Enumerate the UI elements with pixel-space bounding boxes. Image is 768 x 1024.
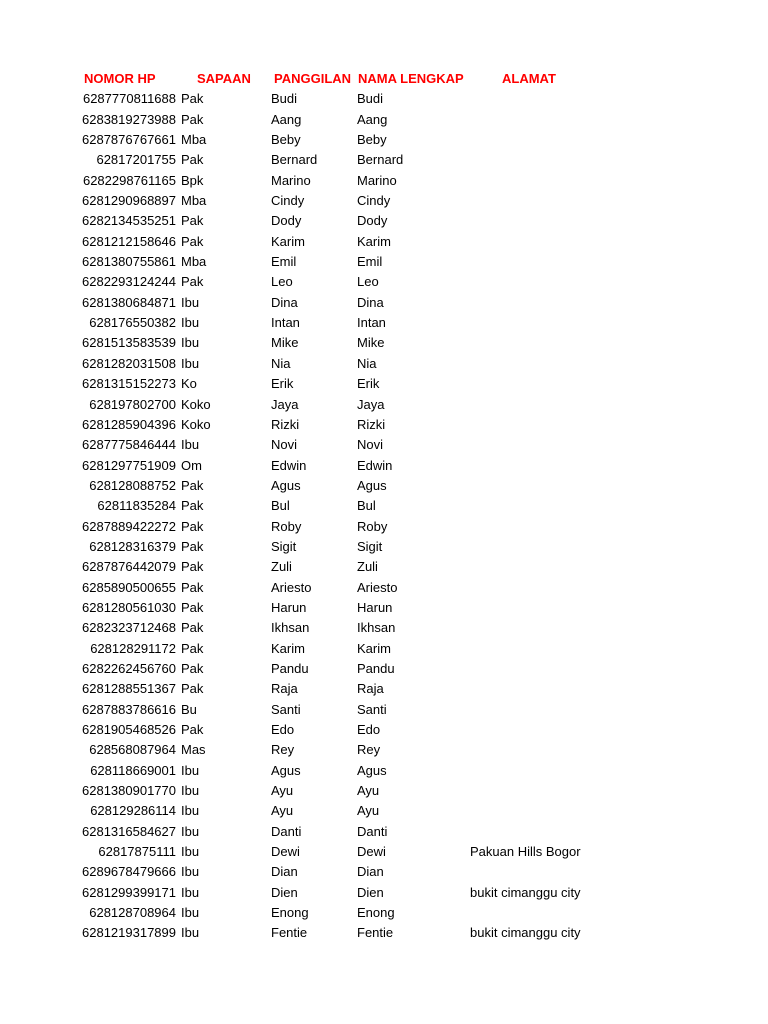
cell-nama-lengkap: Rizki (357, 416, 386, 432)
cell-sapaan: Pak (181, 152, 204, 168)
cell-nomor-hp: 6282134535251 (82, 213, 176, 229)
cell-panggilan: Zuli (271, 559, 292, 575)
cell-panggilan: Harun (271, 599, 307, 615)
header-alamat: ALAMAT (502, 71, 556, 86)
cell-nama-lengkap: Karim (357, 233, 391, 249)
cell-nomor-hp: 6281282031508 (82, 355, 176, 371)
cell-nama-lengkap: Harun (357, 599, 393, 615)
cell-panggilan: Erik (271, 376, 294, 392)
cell-nama-lengkap: Dien (357, 884, 384, 900)
cell-nama-lengkap: Budi (357, 91, 384, 107)
table-row (0, 822, 768, 842)
cell-sapaan: Ibu (181, 335, 200, 351)
table-row (0, 578, 768, 598)
cell-nomor-hp: 6281316584627 (82, 823, 176, 839)
table-row (0, 456, 768, 476)
cell-nama-lengkap: Agus (357, 762, 387, 778)
cell-panggilan: Dian (271, 864, 298, 880)
cell-nama-lengkap: Ariesto (357, 579, 398, 595)
cell-nama-lengkap: Rey (357, 742, 381, 758)
cell-nomor-hp: 6283819273988 (82, 111, 176, 127)
table-row (0, 598, 768, 618)
cell-panggilan: Ariesto (271, 579, 312, 595)
cell-nama-lengkap: Dina (357, 294, 384, 310)
cell-nomor-hp: 6281513583539 (82, 335, 176, 351)
cell-nomor-hp: 6289678479666 (82, 864, 176, 880)
cell-sapaan: Pak (181, 111, 204, 127)
cell-sapaan: Pak (181, 477, 204, 493)
cell-panggilan: Dina (271, 294, 298, 310)
table-row (0, 517, 768, 537)
table-row (0, 313, 768, 333)
cell-nomor-hp: 6287876767661 (82, 132, 176, 148)
cell-panggilan: Emil (271, 254, 297, 270)
cell-sapaan: Pak (181, 538, 204, 554)
table-row (0, 618, 768, 638)
cell-sapaan: Koko (181, 416, 211, 432)
cell-sapaan: Pak (181, 91, 204, 107)
cell-nama-lengkap: Novi (357, 437, 384, 453)
table-row (0, 537, 768, 557)
cell-nama-lengkap: Intan (357, 315, 386, 331)
table-row (0, 354, 768, 374)
table-row (0, 171, 768, 191)
cell-nomor-hp: 628197802700 (89, 396, 176, 412)
cell-sapaan: Ibu (181, 315, 200, 331)
table-row (0, 781, 768, 801)
cell-nama-lengkap: Bul (357, 498, 376, 514)
cell-panggilan: Enong (271, 905, 309, 921)
table-row (0, 862, 768, 882)
cell-panggilan: Sigit (271, 538, 297, 554)
cell-panggilan: Dody (271, 213, 302, 229)
cell-sapaan: Ibu (181, 884, 200, 900)
cell-nomor-hp: 6282323712468 (82, 620, 176, 636)
cell-nomor-hp: 6281315152273 (82, 376, 176, 392)
cell-nomor-hp: 6281290968897 (82, 193, 176, 209)
contact-table (0, 69, 768, 944)
cell-sapaan: Pak (181, 559, 204, 575)
cell-panggilan: Novi (271, 437, 298, 453)
cell-panggilan: Budi (271, 91, 298, 107)
cell-panggilan: Ayu (271, 803, 294, 819)
table-row (0, 211, 768, 231)
cell-nama-lengkap: Pandu (357, 660, 395, 676)
cell-nomor-hp: 6281380755861 (82, 254, 176, 270)
cell-sapaan: Mas (181, 742, 206, 758)
cell-panggilan: Raja (271, 681, 298, 697)
cell-nomor-hp: 628118669001 (90, 762, 176, 778)
cell-panggilan: Beby (271, 132, 301, 148)
table-row (0, 333, 768, 353)
cell-nama-lengkap: Ayu (357, 803, 380, 819)
table-row (0, 842, 768, 862)
cell-nomor-hp: 62817875111 (98, 844, 176, 860)
cell-nomor-hp: 628128708964 (89, 905, 176, 921)
cell-nomor-hp: 628128291172 (90, 640, 176, 656)
table-row (0, 232, 768, 252)
table-row (0, 700, 768, 720)
table-row (0, 130, 768, 150)
cell-nomor-hp: 6282262456760 (82, 660, 176, 676)
cell-sapaan: Ko (181, 376, 197, 392)
table-row (0, 496, 768, 516)
cell-nomor-hp: 628568087964 (89, 742, 176, 758)
cell-sapaan: Ibu (181, 783, 200, 799)
cell-nama-lengkap: Erik (357, 376, 380, 392)
cell-nama-lengkap: Bernard (357, 152, 404, 168)
cell-sapaan: Pak (181, 681, 204, 697)
cell-panggilan: Fentie (271, 925, 308, 941)
cell-nama-lengkap: Nia (357, 355, 377, 371)
table-header-row (0, 69, 768, 89)
cell-nomor-hp: 6281219317899 (82, 925, 176, 941)
cell-sapaan: Mba (181, 254, 207, 270)
cell-sapaan: Ibu (181, 762, 200, 778)
cell-nomor-hp: 62817201755 (96, 152, 176, 168)
table-row (0, 415, 768, 435)
cell-panggilan: Santi (271, 701, 301, 717)
table-row (0, 557, 768, 577)
cell-sapaan: Ibu (181, 844, 200, 860)
cell-panggilan: Leo (271, 274, 293, 290)
cell-panggilan: Agus (271, 477, 301, 493)
cell-nomor-hp: 628128088752 (89, 477, 176, 493)
cell-nomor-hp: 6287775846444 (82, 437, 176, 453)
cell-panggilan: Agus (271, 762, 301, 778)
table-row (0, 476, 768, 496)
cell-sapaan: Pak (181, 213, 204, 229)
cell-panggilan: Bernard (271, 152, 318, 168)
table-row (0, 293, 768, 313)
cell-nomor-hp: 62811835284 (97, 498, 176, 514)
cell-panggilan: Danti (271, 823, 302, 839)
cell-panggilan: Karim (271, 233, 305, 249)
cell-sapaan: Pak (181, 498, 204, 514)
cell-sapaan: Pak (181, 660, 204, 676)
cell-nama-lengkap: Mike (357, 335, 385, 351)
cell-sapaan: Ibu (181, 905, 200, 921)
header-sapaan: SAPAAN (197, 71, 251, 86)
cell-alamat: Pakuan Hills Bogor (470, 844, 581, 860)
table-row (0, 435, 768, 455)
cell-nomor-hp: 6281288551367 (82, 681, 176, 697)
table-row (0, 801, 768, 821)
cell-panggilan: Edwin (271, 457, 307, 473)
cell-sapaan: Pak (181, 274, 204, 290)
cell-nama-lengkap: Marino (357, 172, 397, 188)
cell-nama-lengkap: Ikhsan (357, 620, 396, 636)
cell-panggilan: Ayu (271, 783, 294, 799)
cell-nomor-hp: 6287876442079 (82, 559, 176, 575)
cell-nomor-hp: 6287770811688 (82, 91, 176, 107)
table-row (0, 679, 768, 699)
cell-sapaan: Pak (181, 620, 204, 636)
cell-nama-lengkap: Ayu (357, 783, 380, 799)
cell-panggilan: Dien (271, 884, 298, 900)
table-row (0, 110, 768, 130)
table-row (0, 883, 768, 903)
cell-nomor-hp: 628129286114 (90, 803, 176, 819)
header-nomor-hp: NOMOR HP (84, 71, 156, 86)
cell-nomor-hp: 6281297751909 (82, 457, 176, 473)
cell-nomor-hp: 628128316379 (89, 538, 176, 554)
table-row (0, 395, 768, 415)
cell-nama-lengkap: Dody (357, 213, 388, 229)
cell-sapaan: Pak (181, 518, 204, 534)
cell-sapaan: Pak (181, 579, 204, 595)
cell-panggilan: Intan (271, 315, 300, 331)
cell-sapaan: Pak (181, 599, 204, 615)
table-body (0, 89, 768, 943)
cell-panggilan: Pandu (271, 660, 309, 676)
cell-sapaan: Pak (181, 722, 204, 737)
cell-nama-lengkap: Zuli (357, 559, 378, 575)
cell-sapaan: Pak (181, 640, 204, 656)
table-row (0, 761, 768, 781)
cell-panggilan: Karim (271, 640, 305, 656)
cell-nama-lengkap: Edo (357, 722, 381, 737)
cell-nama-lengkap: Leo (357, 274, 379, 290)
cell-nomor-hp: 6282298761165 (82, 172, 176, 188)
cell-nomor-hp: 6281280561030 (82, 599, 176, 615)
cell-panggilan: Bul (271, 498, 290, 514)
cell-sapaan: Bu (181, 701, 197, 717)
cell-nomor-hp: 6281212158646 (82, 233, 176, 249)
header-nama-lengkap: NAMA LENGKAP (358, 71, 464, 86)
cell-panggilan: Dewi (271, 844, 300, 860)
table-row (0, 659, 768, 679)
cell-nomor-hp: 6287883786616 (82, 701, 176, 717)
table-row (0, 252, 768, 272)
cell-nomor-hp: 6282293124244 (82, 274, 176, 290)
cell-sapaan: Ibu (181, 823, 200, 839)
cell-sapaan: Ibu (181, 437, 200, 453)
cell-nama-lengkap: Enong (357, 905, 395, 921)
cell-nomor-hp: 6281299399171 (82, 884, 176, 900)
cell-nama-lengkap: Aang (357, 111, 388, 127)
table-row (0, 272, 768, 292)
header-panggilan: PANGGILAN (274, 71, 352, 86)
table-row (0, 720, 768, 740)
cell-sapaan: Om (181, 457, 202, 473)
cell-nomor-hp: 6281380901770 (82, 783, 176, 799)
cell-panggilan: Nia (271, 355, 291, 371)
table-row (0, 923, 768, 943)
cell-nama-lengkap: Santi (357, 701, 387, 717)
cell-panggilan: Cindy (271, 193, 305, 209)
cell-alamat: bukit cimanggu city (470, 925, 581, 941)
cell-nomor-hp: 6287889422272 (82, 518, 176, 534)
table-row (0, 740, 768, 760)
cell-nama-lengkap: Sigit (357, 538, 383, 554)
cell-nama-lengkap: Cindy (357, 193, 391, 209)
cell-nomor-hp: 6281380684871 (82, 294, 176, 310)
cell-sapaan: Ibu (181, 864, 200, 880)
cell-nomor-hp: 6281285904396 (82, 416, 176, 432)
cell-sapaan: Ibu (181, 925, 200, 941)
cell-panggilan: Ikhsan (271, 620, 310, 636)
cell-sapaan: Ibu (181, 355, 200, 371)
cell-nama-lengkap: Edwin (357, 457, 393, 473)
table-row (0, 374, 768, 394)
cell-alamat: bukit cimanggu city (470, 884, 581, 900)
cell-nomor-hp: 6281905468526 (82, 722, 176, 737)
cell-nama-lengkap: Raja (357, 681, 384, 697)
cell-nama-lengkap: Dewi (357, 844, 386, 860)
cell-sapaan: Mba (181, 132, 207, 148)
cell-panggilan: Rey (271, 742, 295, 758)
cell-panggilan: Roby (271, 518, 302, 534)
cell-nomor-hp: 628176550382 (89, 315, 176, 331)
table-row (0, 89, 768, 109)
cell-nama-lengkap: Agus (357, 477, 387, 493)
cell-panggilan: Aang (271, 111, 302, 127)
cell-nama-lengkap: Dian (357, 864, 384, 880)
cell-nama-lengkap: Roby (357, 518, 388, 534)
cell-nama-lengkap: Jaya (357, 396, 385, 412)
cell-panggilan: Marino (271, 172, 311, 188)
cell-sapaan: Koko (181, 396, 211, 412)
cell-sapaan: Pak (181, 233, 204, 249)
cell-panggilan: Mike (271, 335, 299, 351)
cell-nama-lengkap: Emil (357, 254, 383, 270)
cell-sapaan: Ibu (181, 294, 200, 310)
table-row (0, 150, 768, 170)
cell-panggilan: Jaya (271, 396, 299, 412)
cell-sapaan: Bpk (181, 172, 204, 188)
cell-nama-lengkap: Danti (357, 823, 388, 839)
cell-nama-lengkap: Karim (357, 640, 391, 656)
cell-panggilan: Rizki (271, 416, 300, 432)
cell-sapaan: Ibu (181, 803, 200, 819)
cell-nomor-hp: 6285890500655 (82, 579, 176, 595)
cell-panggilan: Edo (271, 722, 295, 737)
cell-nama-lengkap: Beby (357, 132, 387, 148)
table-row (0, 191, 768, 211)
table-row (0, 903, 768, 923)
cell-sapaan: Mba (181, 193, 207, 209)
cell-nama-lengkap: Fentie (357, 925, 394, 941)
table-row (0, 639, 768, 659)
